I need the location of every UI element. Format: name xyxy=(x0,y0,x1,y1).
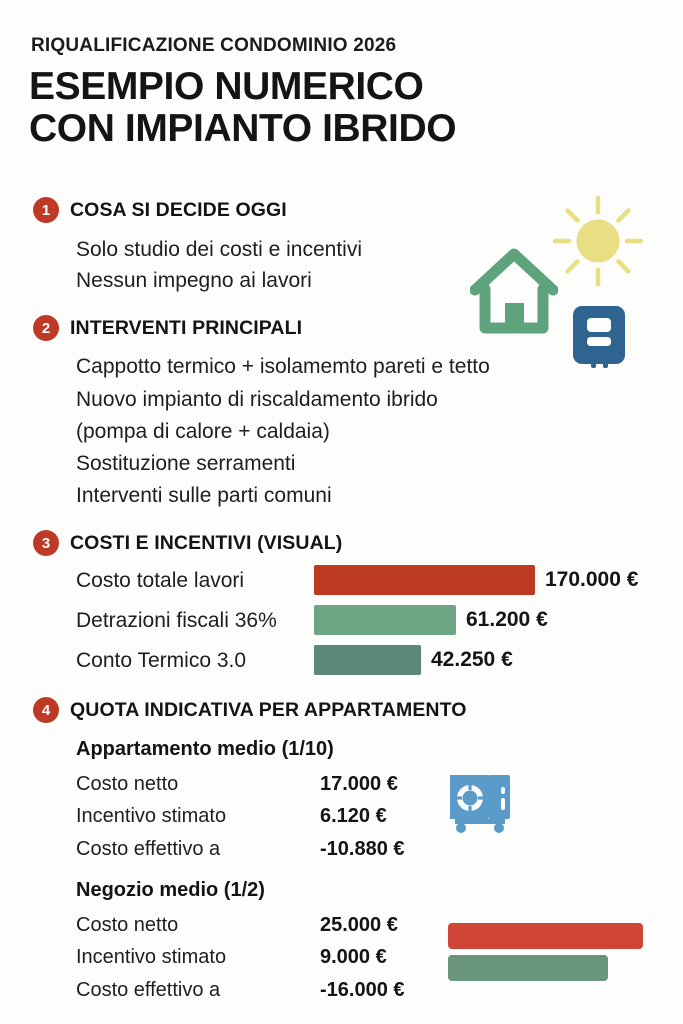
quota-row-value-a1: 6.120 € xyxy=(320,805,387,827)
section-title-3: COSTI E INCENTIVI (VISUAL) xyxy=(70,531,343,554)
page-title-line-2: CON IMPIANTO IBRIDO xyxy=(29,107,457,150)
bar-value-2: 42.250 € xyxy=(431,648,513,671)
quota-row-label-a2: Costo effettivo a xyxy=(76,838,221,860)
section-number-badge-1: 1 xyxy=(33,197,59,223)
section-title-4: QUOTA INDICATIVA PER APPARTAMENTO xyxy=(70,698,467,721)
section-title-1: COSA SI DECIDE OGGI xyxy=(70,198,287,221)
bar-label-1: Detrazioni fiscali 36% xyxy=(76,609,277,632)
quota-row-label-b0: Costo netto xyxy=(76,914,179,936)
bar-label-0: Costo totale lavori xyxy=(76,569,245,592)
section-number-badge-3: 3 xyxy=(33,530,59,556)
quota-subtitle-negozio: Negozio medio (1/2) xyxy=(76,879,265,901)
quota-row-label-a1: Incentivo stimato xyxy=(76,805,227,827)
section-1-line-1: Solo studio dei costi e incentivi xyxy=(76,238,362,261)
quota-row-label-b1: Incentivo stimato xyxy=(76,946,227,968)
bar-detrazioni-fiscali xyxy=(314,605,456,635)
quota-row-value-a2: -10.880 € xyxy=(320,838,405,860)
bar-value-1: 61.200 € xyxy=(466,608,548,631)
shop-bar-costo-netto xyxy=(448,923,643,949)
house-icon xyxy=(470,245,558,335)
section-heading-2 xyxy=(33,315,302,341)
section-heading-4 xyxy=(33,697,467,723)
safe-icon xyxy=(448,771,512,833)
boiler-icon xyxy=(570,303,628,371)
section-title-2: INTERVENTI PRINCIPALI xyxy=(70,316,303,339)
section-2-line-2: Nuovo impianto di riscaldamento ibrido xyxy=(76,388,438,411)
quota-row-value-b1: 9.000 € xyxy=(320,946,387,968)
quota-row-label-b2: Costo effettivo a xyxy=(76,979,221,1001)
page-title-line-1: ESEMPIO NUMERICO xyxy=(29,65,424,108)
section-number-badge-4: 4 xyxy=(33,697,59,723)
bar-costo-totale-lavori xyxy=(314,565,535,595)
bar-label-2: Conto Termico 3.0 xyxy=(76,649,247,672)
quota-row-value-b2: -16.000 € xyxy=(320,979,405,1001)
quota-row-value-b0: 25.000 € xyxy=(320,914,398,936)
page-kicker: RIQUALIFICAZIONE CONDOMINIO 2026 xyxy=(31,35,397,56)
quota-row-value-a0: 17.000 € xyxy=(320,773,398,795)
quota-row-label-a0: Costo netto xyxy=(76,773,179,795)
section-number-badge-2: 2 xyxy=(33,315,59,341)
bar-conto-termico xyxy=(314,645,421,675)
shop-bar-incentivo xyxy=(448,955,608,981)
quota-subtitle-appartamento: Appartamento medio (1/10) xyxy=(76,738,334,760)
sun-icon xyxy=(551,194,645,288)
section-heading-3 xyxy=(33,530,342,556)
bar-value-0: 170.000 € xyxy=(545,568,639,591)
section-2-line-1: Cappotto termico + isolamemto pareti e tetto xyxy=(76,355,490,378)
page-title xyxy=(29,66,456,150)
section-1-line-2: Nessun impegno ai lavori xyxy=(76,269,312,292)
section-2-line-5: Interventi sulle parti comuni xyxy=(76,484,332,507)
section-heading-1 xyxy=(33,197,287,223)
section-2-line-4: Sostituzione serramenti xyxy=(76,452,296,475)
section-2-line-3: (pompa di calore + caldaia) xyxy=(76,420,330,443)
